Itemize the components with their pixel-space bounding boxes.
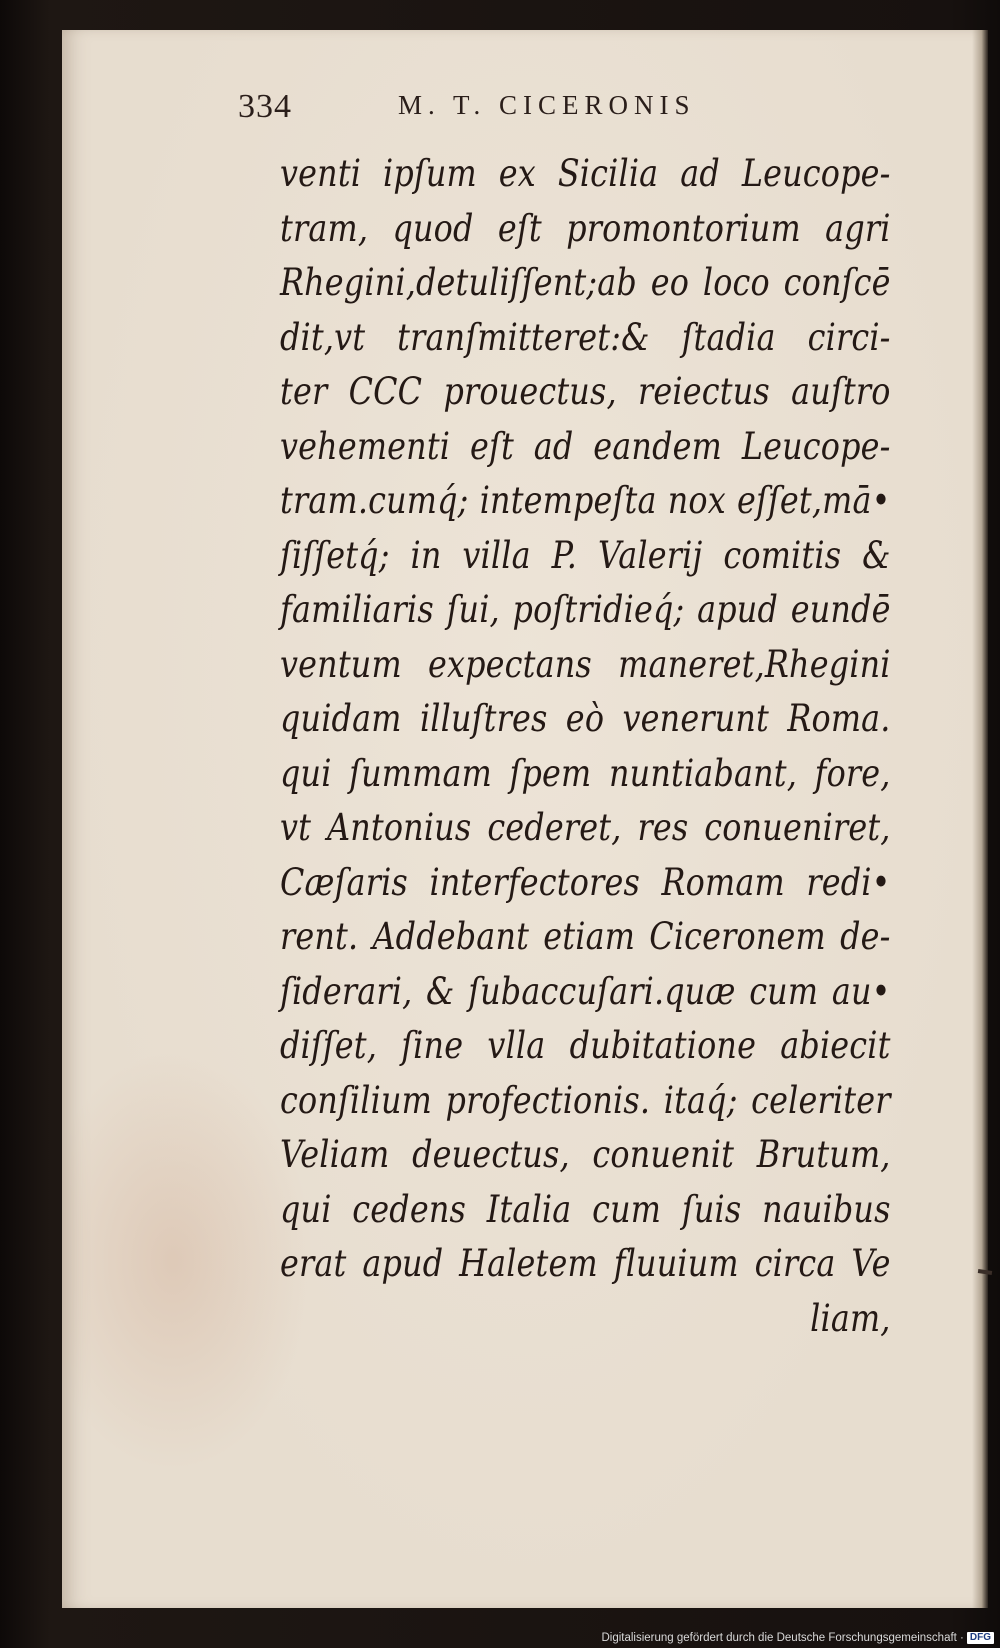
running-head-title: M. T. CICERONIS bbox=[398, 90, 696, 120]
text-line: vt Antonius cederet, res conueniret, bbox=[280, 806, 891, 849]
text-line: ventum expectans maneret,Rhegini bbox=[280, 642, 891, 686]
text-line: conſilium profectionis. itaq́; celeriter bbox=[280, 1078, 891, 1122]
page-number: 334 bbox=[238, 88, 292, 125]
text-line-catchword: liam, bbox=[810, 1296, 891, 1340]
text-line: rent. Addebant etiam Ciceronem de- bbox=[280, 915, 891, 958]
text-line: qui cedens Italia cum ſuis nauibus bbox=[280, 1187, 891, 1231]
dfg-logo: DFG bbox=[967, 1632, 994, 1644]
text-line: quidam illuſtres eò venerunt Roma. bbox=[280, 697, 891, 740]
text-line: ſiderari, & ſubaccuſari.quæ cum au• bbox=[280, 969, 891, 1013]
digitization-footer bbox=[601, 1628, 1000, 1648]
text-line: erat apud Haletem fluuium circa Ve bbox=[280, 1242, 891, 1285]
text-line: Rhegini,detuliſſent;ab eo loco conſcē bbox=[280, 261, 891, 304]
page-gutter-shadow bbox=[972, 30, 988, 1608]
text-line: venti ipſum ex Sicilia ad Leucope- bbox=[280, 152, 891, 195]
text-line: tram, quod eſt promontorium agri bbox=[280, 206, 891, 250]
text-line: dit,vt tranſmitteret:& ſtadia circi- bbox=[280, 315, 891, 359]
text-line: qui ſummam ſpem nuntiabant, fore, bbox=[280, 751, 891, 795]
footer-credit: Digitalisierung gefördert durch die Deutsche Forschungsgemeinschaft · bbox=[601, 1632, 964, 1644]
text-line: familiaris ſui, poſtridieq́; apud eundē bbox=[280, 588, 891, 631]
body-text bbox=[280, 147, 892, 1346]
text-line: Veliam deuectus, conuenit Brutum, bbox=[280, 1133, 891, 1176]
text-line: ter CCC prouectus, reiectus auſtro bbox=[280, 370, 891, 413]
text-line: diſſet, ſine vlla dubitatione abiecit bbox=[280, 1024, 891, 1067]
text-line: Cæſaris interfectores Romam redi• bbox=[280, 860, 891, 904]
running-head bbox=[238, 88, 858, 128]
text-line: vehementi eſt ad eandem Leucope- bbox=[280, 424, 891, 468]
text-line: tram.cumq́; intempeſta nox eſſet,mā• bbox=[280, 479, 891, 522]
text-line: ſiſſetq́; in villa P. Valerij comitis & bbox=[280, 533, 891, 577]
